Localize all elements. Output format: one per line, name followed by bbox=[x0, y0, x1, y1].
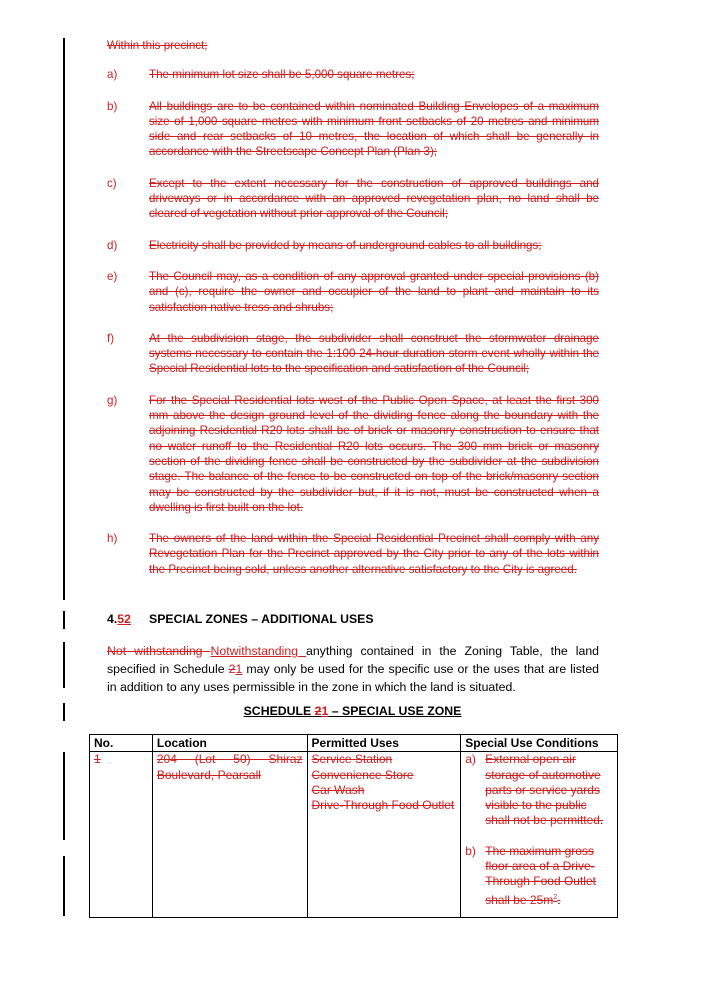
change-bar bbox=[63, 611, 65, 629]
table-row bbox=[90, 752, 618, 918]
change-bar bbox=[63, 642, 65, 688]
column-header: Special Use Conditions bbox=[461, 735, 618, 752]
column-header: No. bbox=[90, 735, 153, 752]
clause-g: g) For the Special Residential lots west of the Public Open Space, at least the first 300 mm above the design ground level of the dividing fence along the boundary with the adjoining Residential R20 lots shall be of brick or masonry construction to ensure that no water runoff to the Residential R20 lots occurs. The 300 mm brick or masonry section of the dividing fence shall be constructed by the subdivider at the subdivision stage. The balance of the fence to be constructed on top of the brick/masonry section may be constructed by the subdivider but, if it is not, must be constructed when a dwelling is first built on the lot. bbox=[107, 393, 599, 514]
section-heading bbox=[107, 612, 374, 626]
clause-a: a) The minimum lot size shall be 5,000 square metres; bbox=[107, 68, 415, 82]
permitted-use: Drive-Through Food Outlet bbox=[311, 798, 455, 813]
condition-b: b) The maximum gross floor area of a Drive-Through Food Outlet shall be $25m^2$. bbox=[465, 843, 596, 907]
condition-a: a) External open air storage of automotive parts or service yards visible to the public shall not be permitted. bbox=[465, 752, 604, 828]
row-conditions bbox=[461, 752, 618, 918]
clause-h: h) The owners of the land within the Special Residential Precinct shall comply with any Revegetation Plan for the Precinct approved by the City prior to any of the lots within the Precinct being sold, unless another alternative satisfactory to the City is agreed. bbox=[107, 532, 599, 576]
change-bar bbox=[63, 856, 65, 916]
schedule-table bbox=[89, 734, 618, 918]
section-paragraph: Not withstanding Notwithstanding anything contained in the Zoning Table, the land specified in Schedule 21 may only be used for the specific use or the uses that are listed in addition to any uses permissible in the zone in which the land is situated. bbox=[107, 644, 599, 694]
change-bar bbox=[63, 38, 65, 600]
section-number: 4.52 bbox=[107, 612, 131, 626]
clause-f: f) At the subdivision stage, the subdivider shall construct the stormwater drainage systems necessary to contain the 1:100 24-hour duration storm event wholly within the Special Residential lots to the specification and satisfaction of the Council; bbox=[107, 331, 599, 376]
clause-d: d) Electricity shall be provided by means of underground cables to all buildings; bbox=[107, 238, 542, 252]
clauses-intro: Within this precinct; bbox=[107, 39, 208, 52]
row-number: 1 bbox=[90, 752, 153, 918]
permitted-use: Car Wash bbox=[311, 782, 365, 797]
table-header-row bbox=[90, 735, 618, 752]
column-header: Location bbox=[152, 735, 307, 752]
clause-b: b) All buildings are to be contained within nominated Building Envelopes of a maximum size of 1,000 square metres with minimum front setbacks of 20 metres and minimum side and rear setbacks of 10 metres, the location of which shall be generally in accordance with the Streetscape Concept Plan (Plan 3); bbox=[107, 99, 599, 159]
row-permitted-uses bbox=[307, 752, 461, 918]
permitted-use: Service Station bbox=[311, 752, 393, 767]
row-location: 204 (Lot 50) Shiraz Boulevard, Pearsall bbox=[152, 752, 307, 918]
schedule-title: SCHEDULE 21 – SPECIAL USE ZONE bbox=[243, 704, 462, 718]
column-header: Permitted Uses bbox=[307, 735, 461, 752]
section-title: SPECIAL ZONES – ADDITIONAL USES bbox=[149, 612, 374, 626]
permitted-use: Convenience Store bbox=[311, 767, 414, 782]
clause-e: e) The Council may, as a condition of any approval granted under special provisions (b) and (c), require the owner and occupier of the land to plant and maintain to its satisfaction native tress and shrubs; bbox=[107, 269, 599, 314]
deleted-clauses bbox=[107, 38, 599, 593]
clause-c: c) Except to the extent necessary for the construction of approved buildings and driveways or in accordance with an approved revegetation plan, no land shall be cleared of vegetation without prior approval of the Council; bbox=[107, 176, 599, 221]
change-bar bbox=[63, 752, 65, 840]
